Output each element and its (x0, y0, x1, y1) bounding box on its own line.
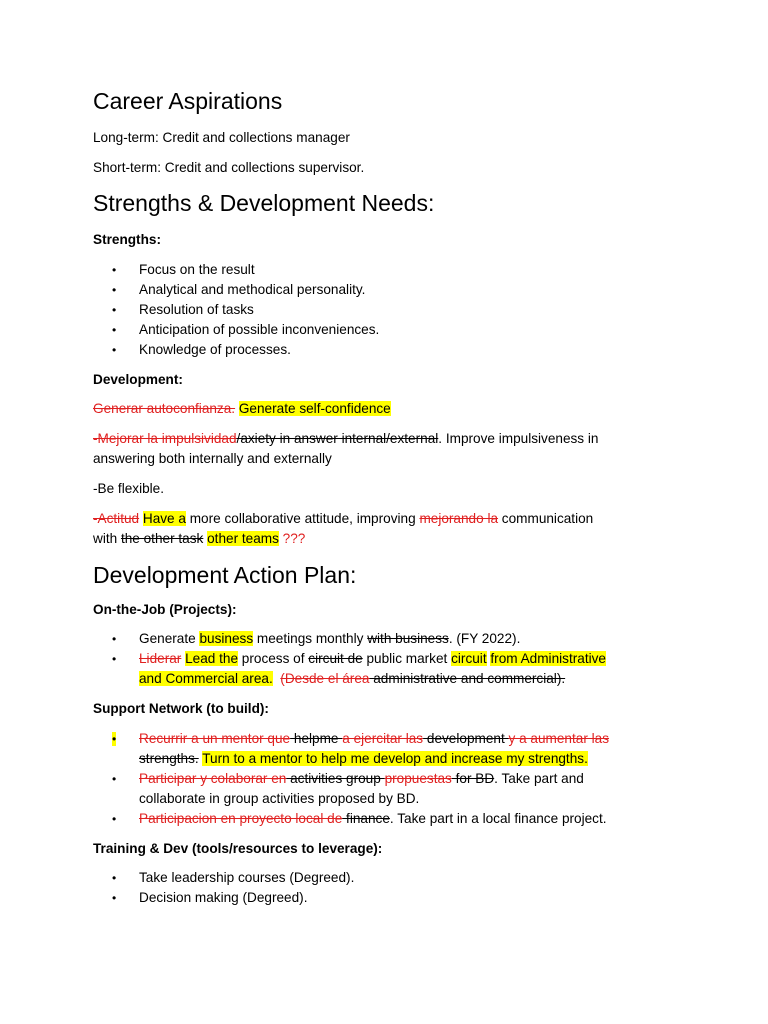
bullet-icon: • (112, 263, 117, 277)
short-term-line: Short-term: Credit and collections supervisor. (93, 160, 365, 175)
development-item-2 (93, 429, 598, 449)
bullet-icon: • (112, 772, 117, 786)
struck-text: administrative and commercial). (369, 671, 566, 686)
body-text: more collaborative attitude, improving (185, 511, 420, 526)
on-the-job-label (93, 600, 237, 620)
list-item: Anticipation of possible inconveniences. (139, 322, 380, 337)
body-text: . Improve impulsiveness in (438, 431, 599, 446)
highlighted-text: Turn to a mentor to help me develop and increase my strengths. (202, 751, 588, 766)
training-label (93, 839, 382, 859)
bullet-icon: • (112, 871, 117, 885)
struck-text: mejorando la (419, 511, 499, 526)
label-part: Support Network ( (93, 701, 211, 716)
struck-text: -Actitud (93, 511, 140, 526)
strengths-development-heading: Strengths & Development Needs: (93, 190, 435, 216)
struck-text: strengths. (139, 751, 199, 766)
body-text: process of (238, 651, 309, 666)
body-text: . (FY 2022). (448, 631, 521, 646)
label-part: On-the-Job ( (93, 602, 174, 617)
body-text: . Take part in a local finance project. (389, 811, 607, 826)
bullet-icon: • (112, 891, 117, 905)
bullet-icon: • (112, 283, 117, 297)
highlighted-text: from Administrative (490, 651, 606, 666)
struck-text: (Desde el área (280, 671, 370, 686)
struck-text: y a aumentar las (508, 731, 610, 746)
development-label: Development: (93, 372, 183, 387)
action-plan-heading: Development Action Plan: (93, 562, 357, 588)
struck-text: finance (342, 811, 390, 826)
bullet-icon: • (112, 812, 117, 826)
struck-text: Participacion en proyecto local de (139, 811, 343, 826)
bullet-icon: • (112, 303, 117, 317)
struck-text: propuestas (384, 771, 452, 786)
development-item-3: -Be flexible. (93, 481, 165, 496)
struck-text: a ejercitar las (342, 731, 424, 746)
support-network-label (93, 699, 269, 719)
label-part: to build): (210, 701, 269, 716)
development-item-2-cont: answering both internally and externally (93, 451, 332, 466)
list-item: Resolution of tasks (139, 302, 254, 317)
support-network-item-1-cont (139, 749, 588, 769)
development-item-4-cont (93, 529, 305, 549)
bullet-icon: • (112, 652, 117, 666)
development-item-1 (93, 399, 391, 419)
struck-text: activities group (286, 771, 385, 786)
struck-text: Recurrir a un mentor que (139, 731, 291, 746)
highlighted-text: and Commercial area. (139, 671, 273, 686)
struck-text: Generar autoconfianza. (93, 401, 236, 416)
highlighted-text: Lead the (185, 651, 239, 666)
body-text: . Take part and (494, 771, 584, 786)
struck-text: for BD (451, 771, 495, 786)
highlighted-text: Generate self-confidence (238, 401, 391, 416)
body-text: communication (498, 511, 594, 526)
body-text: Generate (139, 631, 200, 646)
on-the-job-item-1 (139, 629, 520, 649)
list-item: Analytical and methodical personality. (139, 282, 366, 297)
label-part: tools/resources to leverage): (196, 841, 383, 856)
label-part: Training & Dev ( (93, 841, 197, 856)
highlighted-text: circuit (451, 651, 487, 666)
bullet-icon: • (112, 323, 117, 337)
struck-text: Liderar (139, 651, 182, 666)
struck-text: Participar y colaborar en (139, 771, 287, 786)
body-text: public market (362, 651, 452, 666)
struck-text: /axiety in answer internal/external (236, 431, 439, 446)
struck-text: -Mejorar la impulsividad (93, 431, 237, 446)
highlighted-text: other teams (207, 531, 279, 546)
body-text: with (93, 531, 121, 546)
struck-text: circuit de (308, 651, 363, 666)
bullet-icon: • (112, 732, 117, 746)
on-the-job-item-2 (139, 649, 606, 669)
body-text: meetings monthly (253, 631, 368, 646)
support-network-item-1 (139, 729, 609, 749)
bullet-icon: • (112, 632, 117, 646)
list-item: Take leadership courses (Degreed). (139, 870, 355, 885)
list-item: Decision making (Degreed). (139, 890, 308, 905)
support-network-item-3 (139, 809, 607, 829)
support-network-item-2 (139, 769, 584, 789)
support-network-item-2-cont: collaborate in group activities proposed by BD. (139, 791, 420, 806)
struck-text: helpme (290, 731, 343, 746)
struck-text: with business (367, 631, 449, 646)
list-item: Focus on the result (139, 262, 255, 277)
bullet-icon: • (112, 343, 117, 357)
long-term-line: Long-term: Credit and collections manager (93, 130, 350, 145)
struck-text: the other task (120, 531, 204, 546)
label-part: Projects): (173, 602, 237, 617)
list-item: Knowledge of processes. (139, 342, 291, 357)
highlighted-text: Have a (142, 511, 186, 526)
question-marks: ??? (278, 531, 306, 546)
career-aspirations-heading: Career Aspirations (93, 88, 283, 114)
development-item-4 (93, 509, 593, 529)
strengths-label: Strengths: (93, 232, 161, 247)
on-the-job-item-2-cont (139, 669, 565, 689)
struck-text: development (423, 731, 509, 746)
highlighted-text: business (199, 631, 254, 646)
